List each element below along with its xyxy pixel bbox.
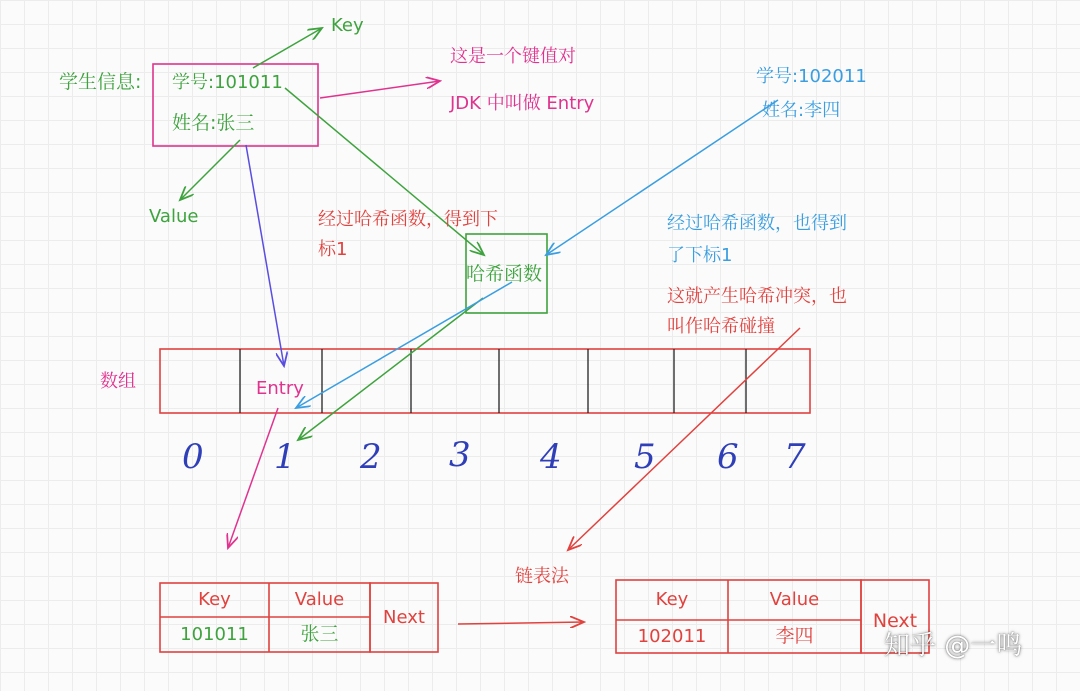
node1-key: 101011	[180, 623, 249, 645]
array-index-3: 3	[449, 435, 471, 475]
node2-next: Next	[872, 610, 918, 632]
collision-to-node2-arrow	[568, 328, 800, 550]
collision-note-line2: 叫作哈希碰撞	[667, 316, 775, 337]
array-index-6: 6	[717, 437, 739, 477]
chain-method-label: 链表法	[515, 566, 569, 587]
key-arrow	[253, 28, 322, 68]
hash-note-red-line1: 经过哈希函数，得到下	[318, 209, 498, 230]
value-label: Value	[149, 206, 199, 227]
value-to-entry-arrow	[246, 145, 284, 366]
entry-to-node1-arrow	[228, 408, 278, 548]
hash-function-label: 哈希函数	[466, 263, 543, 285]
value-arrow	[180, 140, 240, 200]
node2-key-header: Key	[655, 589, 689, 610]
hash-note-red-line2: 标1	[318, 239, 348, 260]
node1-key-header: Key	[198, 589, 231, 610]
array-index-4: 4	[540, 437, 562, 477]
array-index-1: 1	[274, 437, 296, 477]
collision-note-line1: 这就产生哈希冲突，也	[667, 286, 847, 307]
node2-value-header: Value	[769, 589, 820, 610]
hash-to-entry-arrow	[296, 282, 512, 408]
student2-name: 姓名:李四	[762, 100, 841, 121]
node1-next: Next	[383, 606, 425, 628]
array-index-7: 7	[784, 437, 806, 477]
key-label: Key	[331, 15, 364, 36]
node2-value: 李四	[775, 625, 814, 647]
array-index-5: 5	[634, 437, 656, 477]
hash-note-blue-line1: 经过哈希函数，也得到	[667, 213, 847, 234]
hash-to-index1-arrow	[298, 298, 483, 440]
student1-id: 学号:101011	[172, 72, 283, 93]
node2-key: 102011	[637, 625, 707, 647]
watermark: 知乎 @一鸣	[884, 631, 1023, 661]
entry-note-arrow	[320, 81, 440, 98]
node1-value: 张三	[300, 623, 339, 645]
entry-note-line2: JDK 中叫做 Entry	[450, 93, 595, 114]
student2-id: 学号:102011	[756, 66, 867, 87]
array-label: 数组	[100, 371, 136, 392]
node1-to-node2-arrow	[458, 622, 584, 624]
entry-cell-label: Entry	[256, 378, 304, 399]
array-index-2: 2	[360, 437, 382, 477]
entry-note-line1: 这是一个键值对	[450, 46, 576, 67]
hash-note-blue-line2: 了下标1	[667, 245, 733, 266]
student-info-label: 学生信息:	[59, 71, 142, 93]
student1-name: 姓名:张三	[172, 112, 255, 134]
array-dividers	[240, 349, 746, 413]
array-index-0: 0	[182, 437, 204, 477]
node1-value-header: Value	[294, 589, 345, 610]
